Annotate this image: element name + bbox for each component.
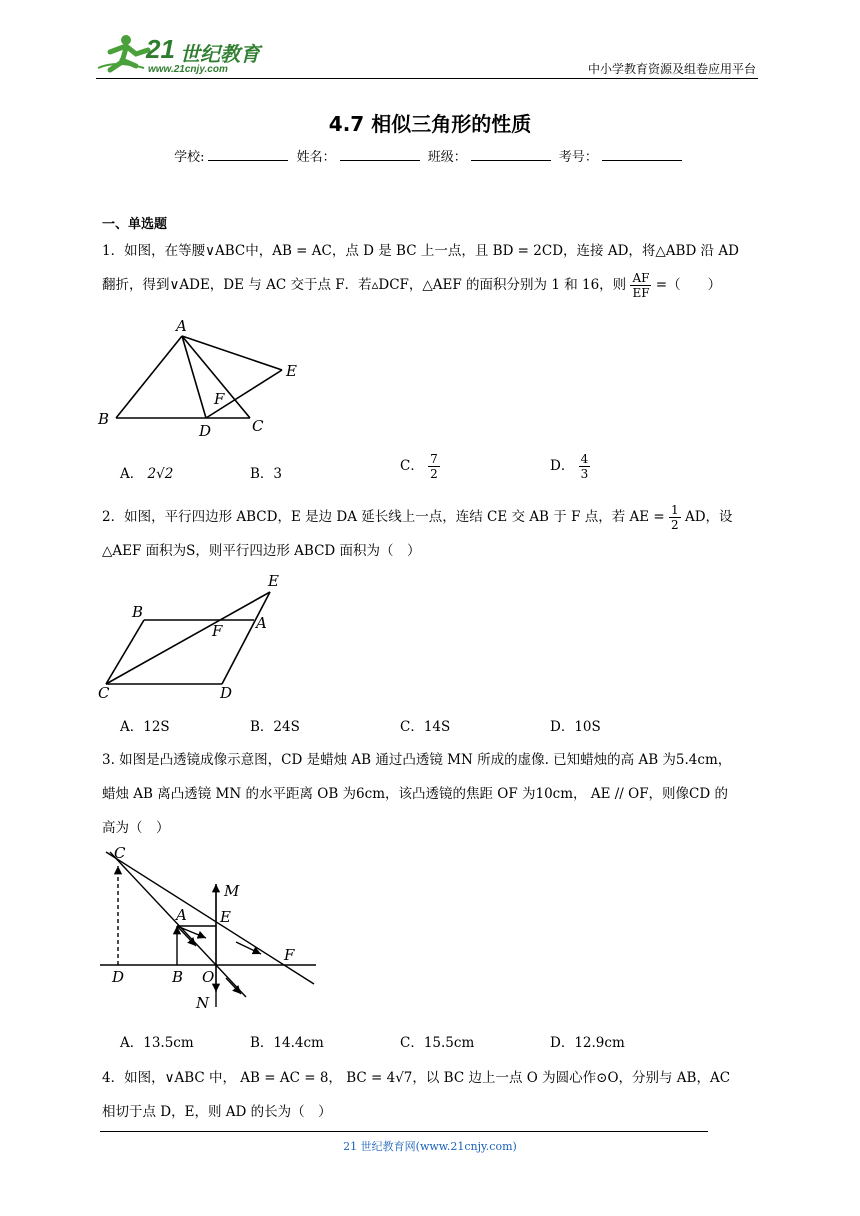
question-3-line-1: 3. 如图是凸透镜成像示意图，CD 是蜡烛 AB 通过凸透镜 MN 所成的虚像. 已知蜡烛的高 AB 为5.4cm， xyxy=(102,752,732,768)
q3-option-c[interactable]: C．15.5cm xyxy=(400,1035,475,1051)
footer-divider xyxy=(100,1131,708,1132)
label-f: F xyxy=(284,946,295,964)
platform-label: 中小学教育资源及组卷应用平台 xyxy=(587,62,756,76)
question-4-line-2: 相切于点 D，E，则 AD 的长为（ ） xyxy=(102,1104,332,1120)
school-blank[interactable] xyxy=(208,148,288,161)
class-label: 班级： xyxy=(427,150,467,165)
label-f: F xyxy=(212,622,223,640)
logo-number: 21 xyxy=(146,34,175,64)
label-o: O xyxy=(202,968,215,986)
q1-option-b[interactable]: B．3 xyxy=(250,466,283,482)
label-n: N xyxy=(196,994,210,1012)
label-m: M xyxy=(224,882,240,900)
q3-option-d[interactable]: D．12.9cm xyxy=(550,1035,625,1051)
header-divider xyxy=(96,78,758,79)
logo-url: www.21cnjy.com xyxy=(148,64,228,75)
logo xyxy=(96,30,266,76)
label-d: D xyxy=(112,968,125,986)
name-blank[interactable] xyxy=(340,148,420,161)
q1-option-c[interactable]: C． $\frac{7}{2}$ xyxy=(400,452,438,481)
label-d: D xyxy=(220,684,233,702)
label-b: B xyxy=(132,603,144,621)
label-c: C xyxy=(114,844,126,862)
label-d: D xyxy=(199,422,212,438)
question-2-figure xyxy=(96,572,296,706)
label-c: C xyxy=(252,417,264,435)
label-e: E xyxy=(220,908,231,926)
question-1-figure xyxy=(96,316,316,442)
footer-link[interactable]: 21 世纪教育网(www.21cnjy.com) xyxy=(343,1140,517,1153)
q3-option-a[interactable]: A．13.5cm xyxy=(120,1035,194,1051)
exam-no-blank[interactable] xyxy=(602,148,682,161)
q2-option-c[interactable]: C．14S xyxy=(400,719,451,735)
section-title: 一、单选题 xyxy=(102,217,168,232)
q2-option-d[interactable]: D．10S xyxy=(550,719,601,735)
question-2 xyxy=(102,500,762,568)
question-4-line-1: 4．如图，∨ABC 中， AB = AC = 8， BC = 4√7，以 BC 边上一点 O 为圆心作⊙O，分别与 AB，AC xyxy=(102,1070,731,1086)
logo-cn-text: 世纪教育 xyxy=(180,44,260,66)
label-b: B xyxy=(98,410,110,428)
q2-option-b[interactable]: B．24S xyxy=(250,719,300,735)
question-4 xyxy=(102,1061,762,1129)
q1-option-a[interactable]: A． 2√2 xyxy=(120,466,174,482)
question-1-line-2: 翻折，得到∨ADE，DE 与 AC 交于点 F．若▵DCF，△AEF 的面积分别为 1 和 16，则 $\frac{AF}{EF}$ =（ ） xyxy=(102,271,722,300)
q1-option-d[interactable]: D． $\frac{4}{3}$ xyxy=(550,452,589,481)
school-label: 学校: xyxy=(174,150,205,165)
question-1-line-1: 1．如图，在等腰∨ABC中，AB = AC，点 D 是 BC 上一点，且 BD = 2CD，连接 AD，将△ABD 沿 AD xyxy=(102,243,739,259)
fraction-af-ef: $\frac{AF}{EF}$ xyxy=(632,271,650,300)
label-f: F xyxy=(214,390,225,408)
label-c: C xyxy=(98,684,110,702)
label-b: B xyxy=(172,968,184,986)
question-3-line-3: 高为（ ） xyxy=(102,820,170,836)
label-a: A xyxy=(176,317,187,335)
question-2-line-1: 2．如图，平行四边形 ABCD，E 是边 DA 延长线上一点，连结 CE 交 AB 于 F 点，若 AE = $\frac{1}{2}$ AD，设 xyxy=(102,503,733,532)
question-3 xyxy=(102,743,762,845)
label-a: A xyxy=(176,906,187,924)
question-2-line-2: △AEF 面积为S，则平行四边形 ABCD 面积为（ ） xyxy=(102,543,421,559)
label-e: E xyxy=(286,362,297,380)
question-3-line-2: 蜡烛 AB 离凸透镜 MN 的水平距离 OB 为6cm，该凸透镜的焦距 OF 为10cm， AE // OF，则像CD 的 xyxy=(102,786,729,802)
question-3-figure xyxy=(96,842,326,1016)
label-e: E xyxy=(268,572,279,590)
fraction-one-half: $\frac{1}{2}$ xyxy=(671,503,679,532)
question-1 xyxy=(102,234,762,302)
exam-no-label: 考号： xyxy=(558,150,598,165)
name-label: 姓名： xyxy=(296,150,336,165)
q2-option-a[interactable]: A．12S xyxy=(120,719,170,735)
class-blank[interactable] xyxy=(471,148,551,161)
q3-option-b[interactable]: B．14.4cm xyxy=(250,1035,324,1051)
page-title: 4.7 相似三角形的性质 xyxy=(328,112,532,136)
label-a: A xyxy=(256,614,267,632)
student-info-line xyxy=(0,146,860,165)
